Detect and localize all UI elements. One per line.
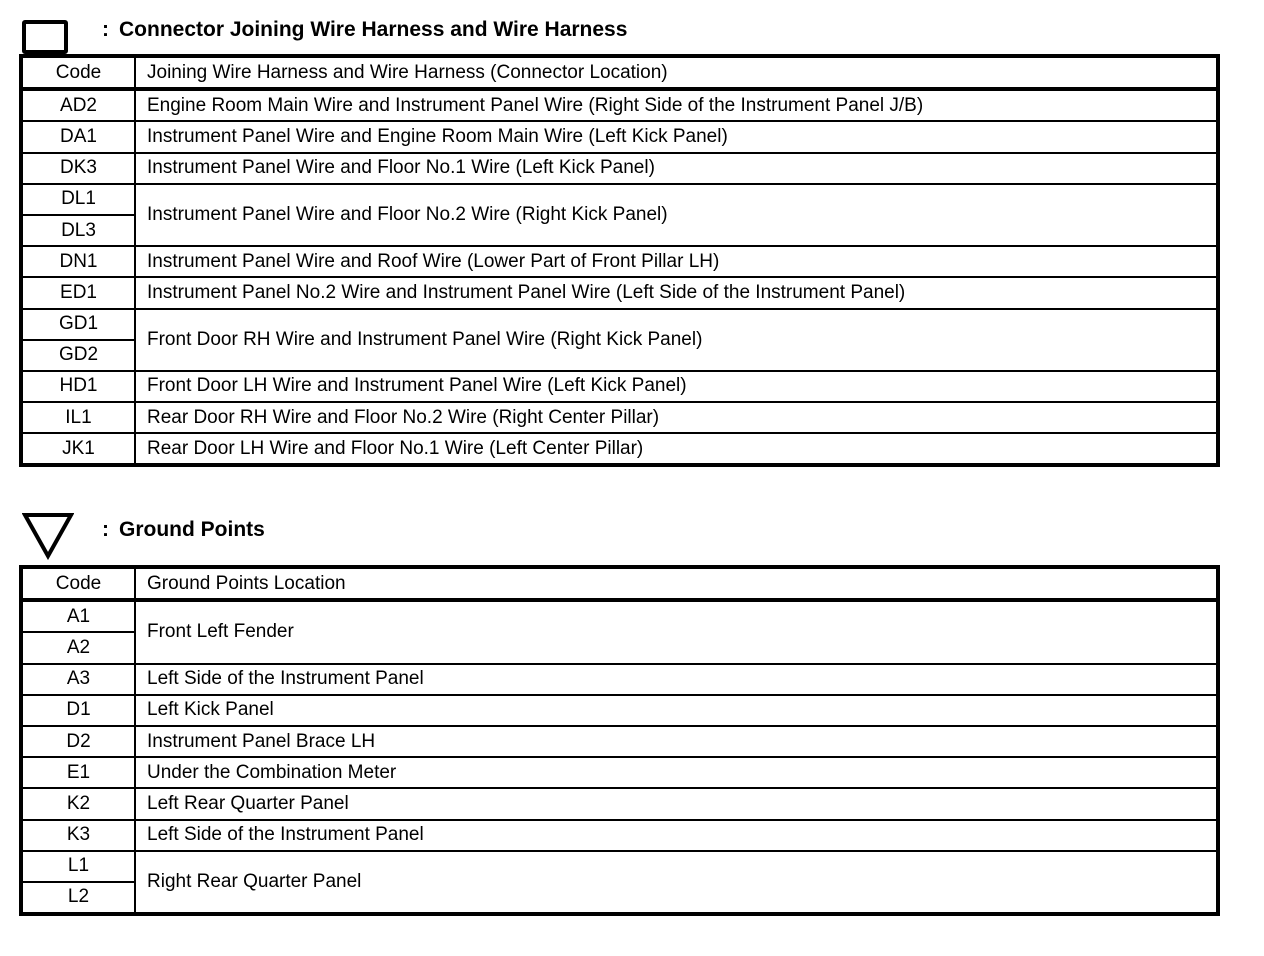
table-row: [22, 184, 1217, 215]
description-cell: Front Door RH Wire and Instrument Panel Wire (Right Kick Panel): [135, 309, 1217, 371]
code-cell: DK3: [22, 153, 135, 184]
table-row: [22, 402, 1217, 433]
description-cell: Rear Door RH Wire and Floor No.2 Wire (Right Center Pillar): [135, 402, 1217, 433]
code-cell: A2: [22, 632, 135, 663]
table-row: [22, 433, 1217, 464]
description-cell: Left Side of the Instrument Panel: [135, 664, 1217, 695]
ground-header-desc: Ground Points Location: [135, 568, 1217, 600]
description-cell: Right Rear Quarter Panel: [135, 851, 1217, 913]
code-cell: AD2: [22, 89, 135, 121]
connector-title-colon: :: [102, 18, 109, 41]
code-cell: JK1: [22, 433, 135, 464]
code-cell: ED1: [22, 277, 135, 308]
connector-section-symbol: [22, 20, 68, 54]
description-cell: Instrument Panel Wire and Floor No.1 Wire (Left Kick Panel): [135, 153, 1217, 184]
table-row: [22, 371, 1217, 402]
code-cell: D2: [22, 726, 135, 757]
description-cell: Front Left Fender: [135, 600, 1217, 663]
connector-table-header-row: [22, 57, 1217, 89]
code-cell: A1: [22, 600, 135, 632]
code-cell: L1: [22, 851, 135, 882]
code-cell: L2: [22, 882, 135, 913]
connector-table: [21, 56, 1218, 465]
code-cell: K3: [22, 820, 135, 851]
code-cell: K2: [22, 788, 135, 819]
description-cell: Instrument Panel Brace LH: [135, 726, 1217, 757]
connector-section-title: [102, 18, 627, 42]
ground-table-header-row: [22, 568, 1217, 600]
description-cell: Left Side of the Instrument Panel: [135, 820, 1217, 851]
code-cell: A3: [22, 664, 135, 695]
table-row: [22, 664, 1217, 695]
code-cell: DL1: [22, 184, 135, 215]
description-cell: Left Rear Quarter Panel: [135, 788, 1217, 819]
code-cell: E1: [22, 757, 135, 788]
table-row: [22, 600, 1217, 632]
table-row: [22, 726, 1217, 757]
description-cell: Under the Combination Meter: [135, 757, 1217, 788]
code-cell: DN1: [22, 246, 135, 277]
code-cell: DL3: [22, 215, 135, 246]
connector-table-body: [22, 89, 1217, 464]
table-row: [22, 695, 1217, 726]
table-row: [22, 851, 1217, 882]
ground-table: [21, 567, 1218, 914]
code-cell: GD2: [22, 340, 135, 371]
description-cell: Left Kick Panel: [135, 695, 1217, 726]
ground-title-colon: :: [102, 518, 109, 541]
description-cell: Instrument Panel Wire and Floor No.2 Wire (Right Kick Panel): [135, 184, 1217, 246]
description-cell: Instrument Panel Wire and Roof Wire (Lower Part of Front Pillar LH): [135, 246, 1217, 277]
connector-header-code: Code: [22, 57, 135, 89]
description-cell: Front Door LH Wire and Instrument Panel Wire (Left Kick Panel): [135, 371, 1217, 402]
ground-table-body: [22, 600, 1217, 913]
table-row: [22, 757, 1217, 788]
table-row: [22, 153, 1217, 184]
description-cell: Instrument Panel Wire and Engine Room Main Wire (Left Kick Panel): [135, 121, 1217, 152]
table-row: [22, 820, 1217, 851]
ground-title-text: Ground Points: [119, 518, 265, 541]
code-cell: GD1: [22, 309, 135, 340]
table-row: [22, 121, 1217, 152]
description-cell: Engine Room Main Wire and Instrument Panel Wire (Right Side of the Instrument Panel J/B): [135, 89, 1217, 121]
code-cell: DA1: [22, 121, 135, 152]
ground-section-title: [102, 518, 265, 542]
table-row: [22, 277, 1217, 308]
ground-header-code: Code: [22, 568, 135, 600]
table-row: [22, 246, 1217, 277]
triangle-ground-icon: [22, 512, 74, 560]
code-cell: IL1: [22, 402, 135, 433]
code-cell: D1: [22, 695, 135, 726]
code-cell: HD1: [22, 371, 135, 402]
description-cell: Rear Door LH Wire and Floor No.1 Wire (Left Center Pillar): [135, 433, 1217, 464]
table-row: [22, 89, 1217, 121]
description-cell: Instrument Panel No.2 Wire and Instrument Panel Wire (Left Side of the Instrument Panel): [135, 277, 1217, 308]
table-row: [22, 309, 1217, 340]
connector-header-desc: Joining Wire Harness and Wire Harness (Connector Location): [135, 57, 1217, 89]
connector-title-text: Connector Joining Wire Harness and Wire Harness: [119, 18, 628, 41]
table-row: [22, 788, 1217, 819]
